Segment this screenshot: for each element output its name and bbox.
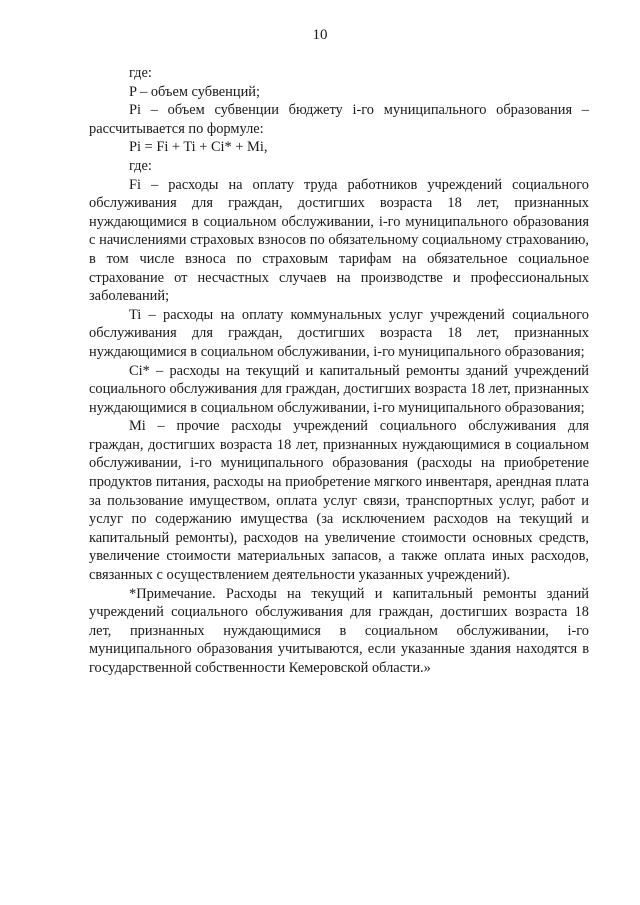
where-label-1: где: bbox=[129, 65, 152, 81]
definition-fi: Fi – расходы на оплату труда работников учреждений социального обслуживания для граждан, достигших возраста 18 лет, признанных нуждающимися в социальном обслуживании, i-го муниципального образования с начислениями страховых взносов по обязательному социальному страхованию, в том числе взноса по страховым тарифам на обязательное социальное страхование от несчастных случаев на производстве и профессиональных заболеваний; bbox=[89, 176, 589, 305]
definition-pi: Pi – объем субвенции бюджету i-го муниципального образования – рассчитывается по формуле: bbox=[89, 102, 589, 137]
document-body bbox=[89, 64, 589, 678]
page-number: 10 bbox=[312, 27, 328, 43]
where-label-2: где: bbox=[129, 157, 152, 174]
definition-ci: Ci* – расходы на текущий и капитальный ремонты зданий учреждений социального обслуживания для граждан, достигших возраста 18 лет, признанных нуждающимися в социальном обслуживании, i-го муниципального образования; bbox=[89, 362, 589, 416]
definition-mi: Mi – прочие расходы учреждений социального обслуживания для граждан, достигших возраста 18 лет, признанных нуждающимися в социальном обслуживании, i-го муниципального образования (расходы на приобретение продуктов питания, расходы на приобретение мягкого инвентаря, арендная плата за пользование имуществом, оплата услуг связи, транспортных услуг, работ и услуг по содержанию имущества (за исключением расходов на текущий и капитальный ремонты), расходов на увеличение стоимости основных средств, увеличение стоимости материальных запасов, а также оплата иных расходов, связанных с осуществлением деятельности указанных учреждений). bbox=[89, 418, 589, 584]
formula: Pi = Fi + Ti + Ci* + Mi, bbox=[129, 139, 268, 156]
definition-ti: Ti – расходы на оплату коммунальных услуг учреждений социального обслуживания для граждан, достигших возраста 18 лет, признанных нуждающимися в социальном обслуживании, i-го муниципального образования; bbox=[89, 306, 589, 360]
definition-p: P – объем субвенций; bbox=[129, 83, 260, 100]
footnote-note: *Примечание. Расходы на текущий и капитальный ремонты зданий учреждений социального обслуживания для граждан, достигших возраста 18 лет, признанных нуждающимися в социальном обслуживании, i-го муниципального образования учитываются, если указанные здания находятся в государственной собственности Кемеровской области.» bbox=[89, 585, 589, 676]
